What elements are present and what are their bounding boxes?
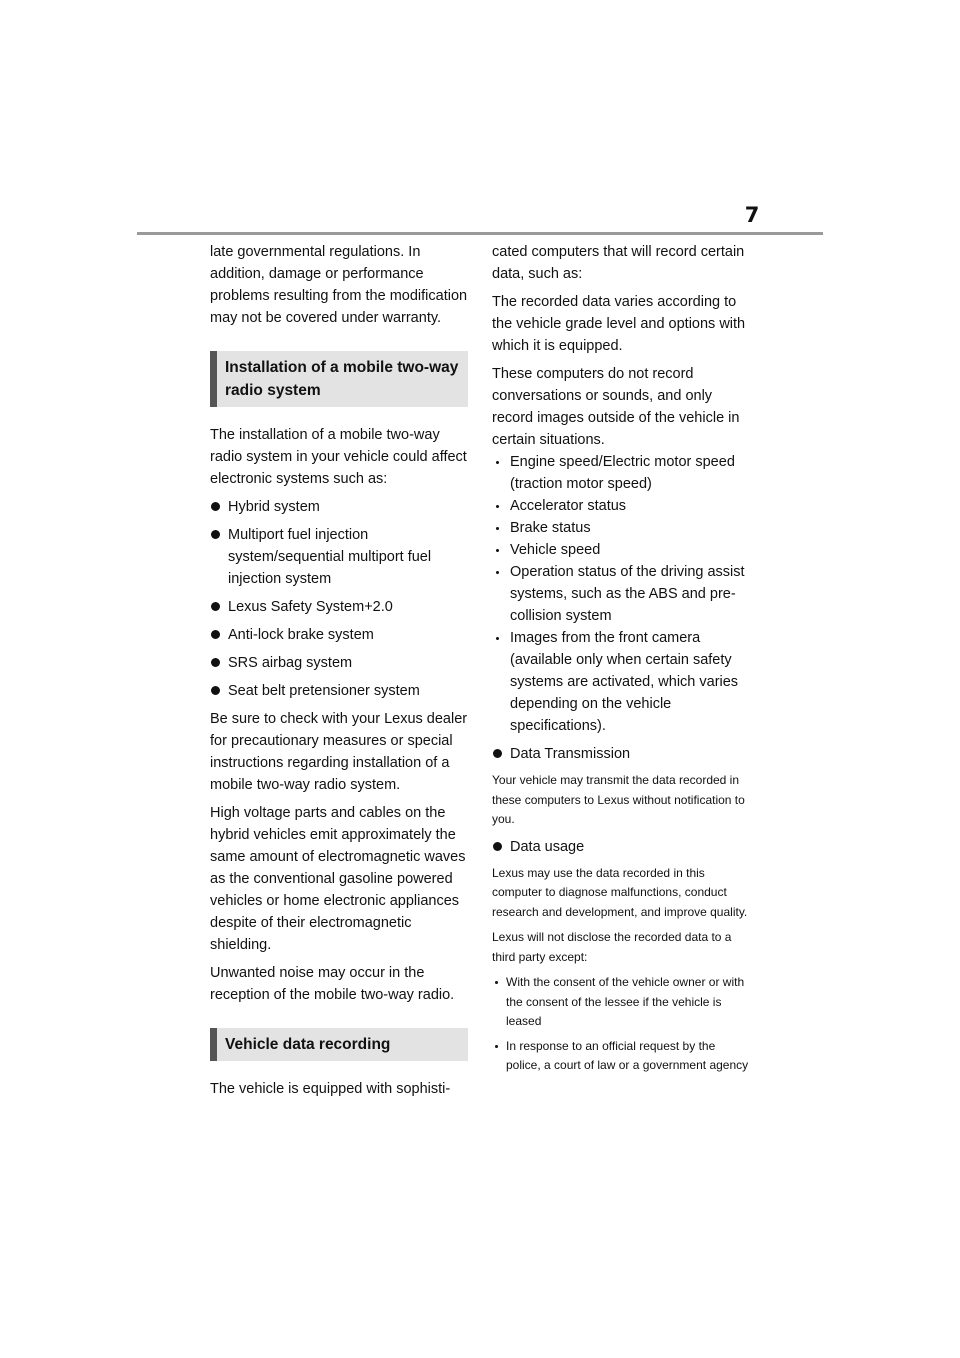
- bullet-icon: [495, 1045, 498, 1048]
- list-item-text: Operation status of the driving assist systems, such as the ABS and pre-collision system: [510, 564, 745, 624]
- left-column: [210, 241, 468, 1106]
- continued-paragraph: late governmental regulations. In addition, damage or performance problems resulting from the modification may not be covered under warranty.: [210, 244, 468, 326]
- list-item-text: Seat belt pretensioner system: [228, 683, 420, 699]
- header-rule: [137, 232, 823, 235]
- list-item-text: Lexus Safety System+2.0: [228, 599, 393, 615]
- data-usage-heading: [492, 836, 750, 858]
- list-item: [492, 973, 750, 1032]
- bullet-icon: [211, 630, 220, 639]
- list-item-text: Images from the front camera (available only when certain safety systems are activated, which varies depending on the vehicle specifications).: [510, 630, 739, 734]
- bullet-icon: [496, 549, 499, 552]
- list-item-text: Brake status: [510, 520, 591, 536]
- bullet-icon: [211, 530, 220, 539]
- bullet-icon: [493, 749, 502, 758]
- bullet-icon: [493, 842, 502, 851]
- data-transmission-heading: [492, 743, 750, 765]
- list-item: [492, 517, 750, 539]
- right-column: [492, 241, 750, 1081]
- recorded-data-list: [492, 451, 750, 737]
- no-conversation-paragraph: These computers do not record conversations or sounds, and only record images outside of the vehicle in certain situations.: [492, 366, 740, 448]
- disclosure-exception-list: [492, 973, 750, 1076]
- list-item: [210, 652, 468, 674]
- noise-paragraph: Unwanted noise may occur in the reception of the mobile two-way radio.: [210, 965, 455, 1003]
- section-heading-radio: [210, 351, 468, 407]
- section-heading-text: Installation of a mobile two-way radio system: [225, 359, 459, 399]
- data-transmission-text: Your vehicle may transmit the data recorded in these computers to Lexus without notification to you.: [492, 773, 745, 826]
- list-item-text: Data usage: [510, 838, 585, 855]
- list-item: [210, 496, 468, 518]
- section-heading-text: Vehicle data recording: [225, 1036, 391, 1053]
- bullet-icon: [496, 571, 499, 574]
- radio-intro: The installation of a mobile two-way radio system in your vehicle could affect electronic systems such as:: [210, 427, 467, 487]
- list-item-text: Data Transmission: [510, 746, 631, 762]
- list-item: [492, 495, 750, 517]
- recorded-data-paragraph: The recorded data varies according to the vehicle grade level and options with which it is equipped.: [492, 294, 746, 354]
- list-item: [492, 539, 750, 561]
- bullet-icon: [211, 502, 220, 511]
- list-item-text: In response to an official request by the police, a court of law or a government agency: [506, 1038, 749, 1072]
- list-item: [210, 680, 468, 702]
- high-voltage-paragraph: High voltage parts and cables on the hybrid vehicles emit approximately the same amount of electromagnetic waves as the conventional gasoline powered vehicles or home electronic appliances despite of their electromagnetic shielding.: [210, 805, 466, 953]
- list-item: [492, 1037, 750, 1076]
- bullet-icon: [495, 981, 498, 984]
- list-item: [492, 561, 750, 627]
- section-heading-data-recording: [210, 1028, 468, 1061]
- page-number: 7: [744, 203, 760, 227]
- list-item-text: Anti-lock brake system: [228, 627, 374, 643]
- list-item-text: Engine speed/Electric motor speed (traction motor speed): [510, 454, 735, 492]
- list-item-text: With the consent of the vehicle owner or with the consent of the lessee if the vehicle is leased: [506, 975, 745, 1028]
- list-item-text: Vehicle speed: [510, 542, 601, 558]
- list-item-text: Multiport fuel injection system/sequential multiport fuel injection system: [228, 527, 432, 587]
- list-item: [492, 627, 750, 737]
- continued-paragraph: cated computers that will record certain data, such as:: [492, 244, 745, 282]
- list-item: [210, 624, 468, 646]
- list-item-text: Hybrid system: [228, 499, 320, 515]
- bullet-icon: [211, 602, 220, 611]
- data-usage-text: Lexus may use the data recorded in this computer to diagnose malfunctions, conduct research and development, and improve quality.: [492, 865, 748, 919]
- list-item-text: SRS airbag system: [228, 655, 353, 671]
- data-disclosure-text: Lexus will not disclose the recorded data to a third party except:: [492, 930, 732, 964]
- list-item-text: Accelerator status: [510, 498, 627, 514]
- list-item: [492, 451, 750, 495]
- bullet-icon: [496, 461, 499, 464]
- list-item: [210, 524, 468, 590]
- bullet-icon: [211, 658, 220, 667]
- data-recording-intro: The vehicle is equipped with sophisti-: [210, 1081, 451, 1097]
- bullet-icon: [496, 505, 499, 508]
- bullet-icon: [496, 637, 499, 640]
- list-item: [210, 596, 468, 618]
- dealer-paragraph: Be sure to check with your Lexus dealer for precautionary measures or special instructions regarding installation of a mobile two-way radio system.: [210, 711, 468, 793]
- bullet-icon: [211, 686, 220, 695]
- bullet-icon: [496, 527, 499, 530]
